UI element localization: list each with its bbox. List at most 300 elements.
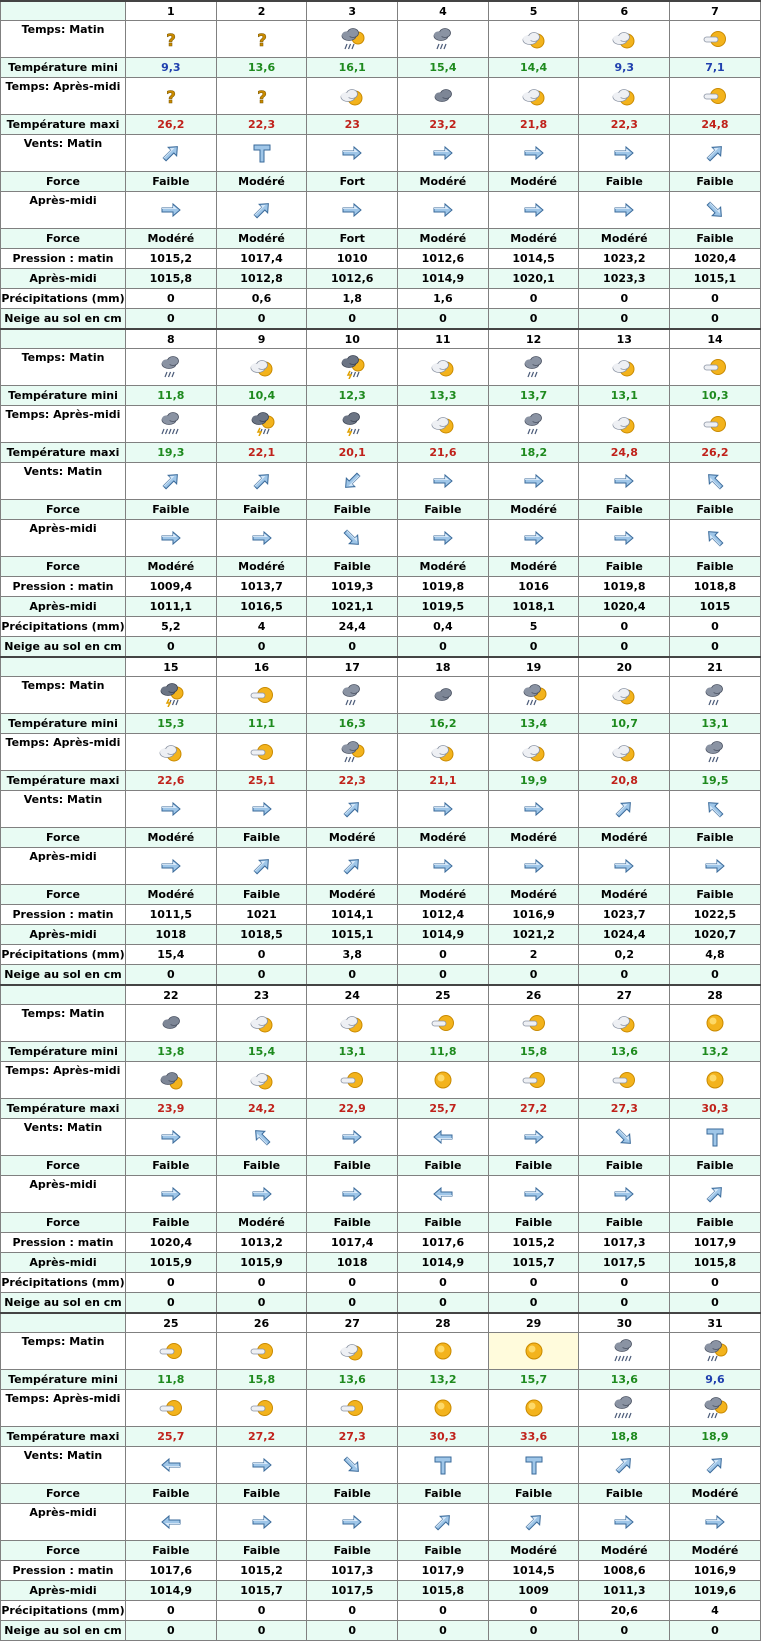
pressure-morning-row (1, 1561, 761, 1581)
weather-afternoon-row (1, 734, 761, 771)
arrow-e-icon (249, 1182, 275, 1206)
weather-afternoon-cell (307, 734, 398, 771)
arrow-e-icon (430, 526, 456, 550)
pressure-afternoon-value: 1015,8 (670, 1253, 761, 1273)
temp-max-value: 25,7 (398, 1099, 489, 1119)
wind-afternoon-cell (307, 520, 398, 557)
snow-value: 0 (488, 1621, 579, 1641)
force-afternoon-value: Modéré (216, 229, 307, 249)
day-number: 16 (216, 657, 307, 677)
day-number: 17 (307, 657, 398, 677)
cloud-sun-icon (339, 1011, 365, 1035)
pressure-morning-value: 1019,8 (398, 577, 489, 597)
wind-morning-cell (398, 135, 489, 172)
arrow-e-icon (339, 1125, 365, 1149)
arrow-e-icon (611, 1510, 637, 1534)
pressure-morning-value: 1019,8 (579, 577, 670, 597)
precipitation-value: 0,4 (398, 617, 489, 637)
snow-value: 0 (216, 637, 307, 658)
cloud-sun-icon (611, 27, 637, 51)
weather-morning-label: Temps: Matin (1, 21, 126, 58)
snow-value: 0 (488, 965, 579, 986)
weather-afternoon-cell (307, 1062, 398, 1099)
week-header-row (1, 1313, 761, 1333)
arrow-e-icon (702, 1510, 728, 1534)
precipitation-row (1, 617, 761, 637)
force-afternoon-row (1, 229, 761, 249)
temp-min-value: 16,2 (398, 714, 489, 734)
precipitation-value: 0 (579, 617, 670, 637)
temp-max-value: 25,7 (126, 1427, 217, 1447)
force-afternoon-value: Modéré (216, 557, 307, 577)
temp-min-row (1, 58, 761, 78)
snow-label: Neige au sol en cm (1, 1621, 126, 1641)
cloud-sun-icon (521, 740, 547, 764)
arrow-sw-icon (339, 469, 365, 493)
temp-max-value: 20,8 (579, 771, 670, 791)
temp-min-value: 11,8 (126, 1370, 217, 1390)
pressure-morning-row (1, 1233, 761, 1253)
weather-afternoon-cell (670, 78, 761, 115)
pressure-morning-value: 1017,9 (398, 1561, 489, 1581)
temp-min-label: Température mini (1, 58, 126, 78)
force-morning-row (1, 172, 761, 192)
force-afternoon-label: Force (1, 885, 126, 905)
arrow-e-icon (611, 198, 637, 222)
pressure-afternoon-value: 1023,3 (579, 269, 670, 289)
precipitation-value: 0 (488, 1273, 579, 1293)
weather-afternoon-cell (126, 1062, 217, 1099)
snow-value: 0 (398, 637, 489, 658)
wind-afternoon-row (1, 1504, 761, 1541)
temp-max-value: 19,9 (488, 771, 579, 791)
cloud-dark-icon (430, 683, 456, 707)
pressure-morning-value: 1014,5 (488, 1561, 579, 1581)
force-afternoon-value: Modéré (579, 229, 670, 249)
snow-row (1, 309, 761, 330)
cloud-rain-icon (430, 27, 456, 51)
arrow-ne-icon (430, 1510, 456, 1534)
force-morning-value: Modéré (579, 828, 670, 848)
svg-text:?: ? (256, 31, 267, 51)
pressure-morning-value: 1014,1 (307, 905, 398, 925)
pressure-afternoon-value: 1012,8 (216, 269, 307, 289)
arrow-ne-icon (339, 854, 365, 878)
snow-value: 0 (126, 1293, 217, 1314)
wind-afternoon-cell (670, 848, 761, 885)
precipitation-value: 5 (488, 617, 579, 637)
force-afternoon-value: Modéré (579, 1541, 670, 1561)
force-morning-label: Force (1, 1484, 126, 1504)
wind-afternoon-cell (488, 520, 579, 557)
arrow-ne-icon (702, 1453, 728, 1477)
pressure-afternoon-value: 1020,7 (670, 925, 761, 945)
arrow-e-icon (249, 1453, 275, 1477)
snow-row (1, 637, 761, 658)
week-header-row (1, 985, 761, 1005)
cloud-heavy-rain-icon (611, 1396, 637, 1420)
cloud-rain-sun-icon (339, 740, 365, 764)
weather-morning-cell (579, 1333, 670, 1370)
sun-cloud-icon (702, 84, 728, 108)
wind-afternoon-cell (216, 1176, 307, 1213)
force-morning-value: Modéré (488, 828, 579, 848)
wind-morning-row (1, 1119, 761, 1156)
force-afternoon-label: Force (1, 1541, 126, 1561)
day-number: 1 (126, 1, 217, 21)
pressure-afternoon-value: 1021,2 (488, 925, 579, 945)
force-morning-value: Faible (488, 1156, 579, 1176)
force-afternoon-value: Faible (307, 557, 398, 577)
pressure-afternoon-value: 1019,5 (398, 597, 489, 617)
wind-morning-row (1, 1447, 761, 1484)
temp-min-value: 16,1 (307, 58, 398, 78)
wind-morning-cell (670, 463, 761, 500)
pressure-afternoon-value: 1015,7 (488, 1253, 579, 1273)
day-number: 7 (670, 1, 761, 21)
cloud-sun-icon (521, 84, 547, 108)
precipitation-row (1, 1601, 761, 1621)
force-morning-row (1, 500, 761, 520)
cloud-sun-icon (521, 27, 547, 51)
temp-max-value: 26,2 (126, 115, 217, 135)
arrow-n-icon (521, 1453, 547, 1477)
weather-afternoon-cell (670, 1062, 761, 1099)
arrow-e-icon (158, 526, 184, 550)
wind-morning-label: Vents: Matin (1, 1119, 126, 1156)
sun-cloud-icon (249, 740, 275, 764)
week-header-row (1, 329, 761, 349)
arrow-ne-icon (702, 141, 728, 165)
arrow-e-icon (430, 797, 456, 821)
arrow-e-icon (521, 526, 547, 550)
wind-morning-cell (398, 1119, 489, 1156)
weather-afternoon-cell (216, 1390, 307, 1427)
force-morning-value: Faible (579, 172, 670, 192)
force-afternoon-value: Faible (398, 1541, 489, 1561)
temp-min-value: 11,1 (216, 714, 307, 734)
weather-morning-cell (398, 349, 489, 386)
temp-min-value: 11,8 (398, 1042, 489, 1062)
weather-morning-cell (579, 677, 670, 714)
weather-morning-cell (126, 1005, 217, 1042)
day-number: 5 (488, 1, 579, 21)
temp-min-value: 13,8 (126, 1042, 217, 1062)
snow-value: 0 (307, 309, 398, 330)
temp-min-value: 13,2 (670, 1042, 761, 1062)
sun-cloud-icon (339, 1068, 365, 1092)
force-morning-value: Faible (579, 1156, 670, 1176)
temp-max-value: 23,2 (398, 115, 489, 135)
temp-max-value: 26,2 (670, 443, 761, 463)
temp-min-value: 13,1 (670, 714, 761, 734)
force-afternoon-value: Faible (307, 1213, 398, 1233)
arrow-ne-icon (158, 141, 184, 165)
precipitation-value: 0 (579, 1273, 670, 1293)
cloud-sun-icon (158, 740, 184, 764)
wind-morning-label: Vents: Matin (1, 1447, 126, 1484)
pressure-morning-value: 1013,2 (216, 1233, 307, 1253)
arrow-ne-icon (611, 1453, 637, 1477)
weather-afternoon-row (1, 1062, 761, 1099)
wind-morning-cell (126, 791, 217, 828)
weather-afternoon-cell (398, 406, 489, 443)
storm-sun-icon (249, 412, 275, 436)
temp-max-row (1, 771, 761, 791)
day-number: 3 (307, 1, 398, 21)
wind-morning-cell (126, 463, 217, 500)
temp-max-value: 19,5 (670, 771, 761, 791)
force-morning-value: Modéré (307, 828, 398, 848)
wind-afternoon-cell (307, 192, 398, 229)
temp-min-value: 15,4 (398, 58, 489, 78)
precipitation-value: 0 (126, 1273, 217, 1293)
weather-afternoon-row (1, 78, 761, 115)
sun-cloud-icon (521, 1068, 547, 1092)
cloud-dark-icon (158, 1011, 184, 1035)
wind-afternoon-cell (126, 192, 217, 229)
arrow-nw-icon (702, 526, 728, 550)
weather-morning-label: Temps: Matin (1, 349, 126, 386)
wind-morning-cell (488, 1119, 579, 1156)
temp-min-value: 16,3 (307, 714, 398, 734)
header-corner (1, 657, 126, 677)
precipitation-value: 0 (398, 945, 489, 965)
force-afternoon-value: Faible (670, 1213, 761, 1233)
day-number: 20 (579, 657, 670, 677)
sun-cloud-icon (521, 1011, 547, 1035)
weather-morning-cell (670, 1333, 761, 1370)
precipitation-value: 4,8 (670, 945, 761, 965)
arrow-e-icon (702, 854, 728, 878)
weather-morning-row (1, 21, 761, 58)
day-number: 19 (488, 657, 579, 677)
temp-max-value: 18,2 (488, 443, 579, 463)
pressure-afternoon-value: 1014,9 (398, 269, 489, 289)
precipitation-value: 20,6 (579, 1601, 670, 1621)
day-number: 30 (579, 1313, 670, 1333)
wind-morning-cell (670, 1447, 761, 1484)
weather-afternoon-cell (488, 78, 579, 115)
pressure-afternoon-value: 1014,9 (398, 925, 489, 945)
force-afternoon-value: Faible (670, 885, 761, 905)
wind-afternoon-cell (398, 520, 489, 557)
temp-min-label: Température mini (1, 1370, 126, 1390)
snow-value: 0 (488, 637, 579, 658)
weather-morning-cell (488, 21, 579, 58)
weather-afternoon-label: Temps: Après-midi (1, 734, 126, 771)
arrow-e-icon (249, 1510, 275, 1534)
wind-morning-cell (398, 1447, 489, 1484)
arrow-nw-icon (702, 797, 728, 821)
sun-icon (430, 1339, 456, 1363)
day-number: 8 (126, 329, 217, 349)
pressure-afternoon-value: 1014,9 (126, 1581, 217, 1601)
weather-afternoon-cell (126, 1390, 217, 1427)
pressure-afternoon-value: 1018 (307, 1253, 398, 1273)
weather-morning-row (1, 1005, 761, 1042)
wind-afternoon-cell (126, 848, 217, 885)
force-afternoon-value: Modéré (488, 885, 579, 905)
snow-value: 0 (307, 1621, 398, 1641)
temp-max-label: Température maxi (1, 115, 126, 135)
precipitation-value: 0 (216, 945, 307, 965)
weather-morning-cell (307, 1333, 398, 1370)
day-number: 2 (216, 1, 307, 21)
arrow-e-icon (611, 526, 637, 550)
temp-max-value: 27,3 (579, 1099, 670, 1119)
force-afternoon-value: Modéré (670, 1541, 761, 1561)
weather-morning-label: Temps: Matin (1, 677, 126, 714)
arrow-e-icon (339, 141, 365, 165)
cloud-sun-icon (430, 355, 456, 379)
weather-afternoon-cell (579, 734, 670, 771)
sun-cloud-icon (339, 1396, 365, 1420)
wind-morning-cell (126, 135, 217, 172)
precipitation-value: 0 (126, 1601, 217, 1621)
pressure-afternoon-value: 1018 (126, 925, 217, 945)
precipitation-value: 1,6 (398, 289, 489, 309)
temp-min-value: 13,1 (307, 1042, 398, 1062)
force-afternoon-value: Modéré (579, 885, 670, 905)
precipitation-value: 0 (126, 289, 217, 309)
wind-afternoon-cell (307, 1504, 398, 1541)
weather-morning-cell (126, 21, 217, 58)
svg-text:?: ? (165, 31, 176, 51)
pressure-afternoon-label: Après-midi (1, 1253, 126, 1273)
wind-afternoon-row (1, 848, 761, 885)
temp-min-value: 15,8 (488, 1042, 579, 1062)
arrow-se-icon (339, 526, 365, 550)
force-afternoon-value: Faible (670, 229, 761, 249)
weather-afternoon-cell (398, 1390, 489, 1427)
force-morning-value: Faible (670, 172, 761, 192)
wind-afternoon-row (1, 520, 761, 557)
unknown-icon (158, 84, 184, 108)
arrow-e-icon (430, 854, 456, 878)
wind-morning-cell (579, 791, 670, 828)
precipitation-value: 0,2 (579, 945, 670, 965)
weather-afternoon-cell (488, 1062, 579, 1099)
temp-max-value: 30,3 (670, 1099, 761, 1119)
pressure-morning-label: Pression : matin (1, 249, 126, 269)
arrow-ne-icon (702, 1182, 728, 1206)
wind-morning-cell (216, 1447, 307, 1484)
precipitation-value: 24,4 (307, 617, 398, 637)
cloud-sun-icon (249, 1011, 275, 1035)
pressure-afternoon-row (1, 925, 761, 945)
weather-afternoon-cell (670, 1390, 761, 1427)
weather-morning-cell (126, 1333, 217, 1370)
weather-afternoon-label: Temps: Après-midi (1, 1062, 126, 1099)
snow-value: 0 (670, 1621, 761, 1641)
precipitation-label: Précipitations (mm) (1, 945, 126, 965)
wind-morning-cell (670, 135, 761, 172)
force-morning-value: Faible (670, 500, 761, 520)
wind-morning-cell (216, 1119, 307, 1156)
pressure-afternoon-value: 1020,1 (488, 269, 579, 289)
pressure-morning-value: 1013,7 (216, 577, 307, 597)
pressure-morning-label: Pression : matin (1, 1233, 126, 1253)
temp-min-value: 13,2 (398, 1370, 489, 1390)
wind-afternoon-cell (216, 1504, 307, 1541)
temp-max-row (1, 1427, 761, 1447)
sun-cloud-icon (702, 412, 728, 436)
sun-icon (521, 1396, 547, 1420)
wind-afternoon-cell (579, 520, 670, 557)
wind-afternoon-cell (579, 1504, 670, 1541)
pressure-morning-value: 1010 (307, 249, 398, 269)
wind-morning-cell (670, 791, 761, 828)
temp-max-value: 18,8 (579, 1427, 670, 1447)
pressure-afternoon-value: 1009 (488, 1581, 579, 1601)
precipitation-value: 0 (307, 1601, 398, 1621)
weather-afternoon-cell (488, 406, 579, 443)
force-morning-value: Faible (579, 500, 670, 520)
day-number: 26 (216, 1313, 307, 1333)
weather-morning-cell (398, 21, 489, 58)
force-afternoon-value: Faible (398, 1213, 489, 1233)
force-afternoon-value: Modéré (488, 229, 579, 249)
arrow-e-icon (249, 797, 275, 821)
temp-min-value: 10,4 (216, 386, 307, 406)
sun-cloud-icon (249, 1396, 275, 1420)
temp-min-row (1, 1042, 761, 1062)
weather-morning-label: Temps: Matin (1, 1005, 126, 1042)
sun-cloud-icon (611, 1068, 637, 1092)
force-afternoon-value: Modéré (398, 557, 489, 577)
wind-afternoon-cell (488, 1176, 579, 1213)
pressure-morning-value: 1017,9 (670, 1233, 761, 1253)
temp-max-value: 20,1 (307, 443, 398, 463)
weather-morning-cell (488, 1333, 579, 1370)
snow-value: 0 (398, 1621, 489, 1641)
cloud-rain-icon (702, 683, 728, 707)
wind-morning-cell (670, 1119, 761, 1156)
cloud-rain-icon (158, 355, 184, 379)
precipitation-row (1, 945, 761, 965)
weather-morning-cell (670, 21, 761, 58)
snow-value: 0 (307, 965, 398, 986)
force-morning-label: Force (1, 828, 126, 848)
temp-min-row (1, 714, 761, 734)
precipitation-value: 0,6 (216, 289, 307, 309)
snow-row (1, 965, 761, 986)
wind-morning-cell (216, 135, 307, 172)
weather-afternoon-cell (488, 1390, 579, 1427)
force-morning-value: Modéré (670, 1484, 761, 1504)
wind-afternoon-cell (398, 192, 489, 229)
sun-icon (521, 1339, 547, 1363)
pressure-afternoon-value: 1014,9 (398, 1253, 489, 1273)
force-morning-value: Faible (126, 1156, 217, 1176)
temp-min-value: 9,6 (670, 1370, 761, 1390)
force-morning-value: Fort (307, 172, 398, 192)
force-morning-value: Faible (126, 500, 217, 520)
pressure-morning-value: 1017,4 (307, 1233, 398, 1253)
weather-morning-row (1, 349, 761, 386)
cloud-sun-icon (249, 355, 275, 379)
day-number: 28 (670, 985, 761, 1005)
wind-morning-label: Vents: Matin (1, 463, 126, 500)
force-morning-value: Faible (398, 1484, 489, 1504)
cloud-rain-icon (702, 740, 728, 764)
temp-max-value: 22,9 (307, 1099, 398, 1119)
pressure-morning-value: 1016,9 (670, 1561, 761, 1581)
snow-label: Neige au sol en cm (1, 637, 126, 658)
wind-afternoon-label: Après-midi (1, 1176, 126, 1213)
arrow-nw-icon (249, 1125, 275, 1149)
